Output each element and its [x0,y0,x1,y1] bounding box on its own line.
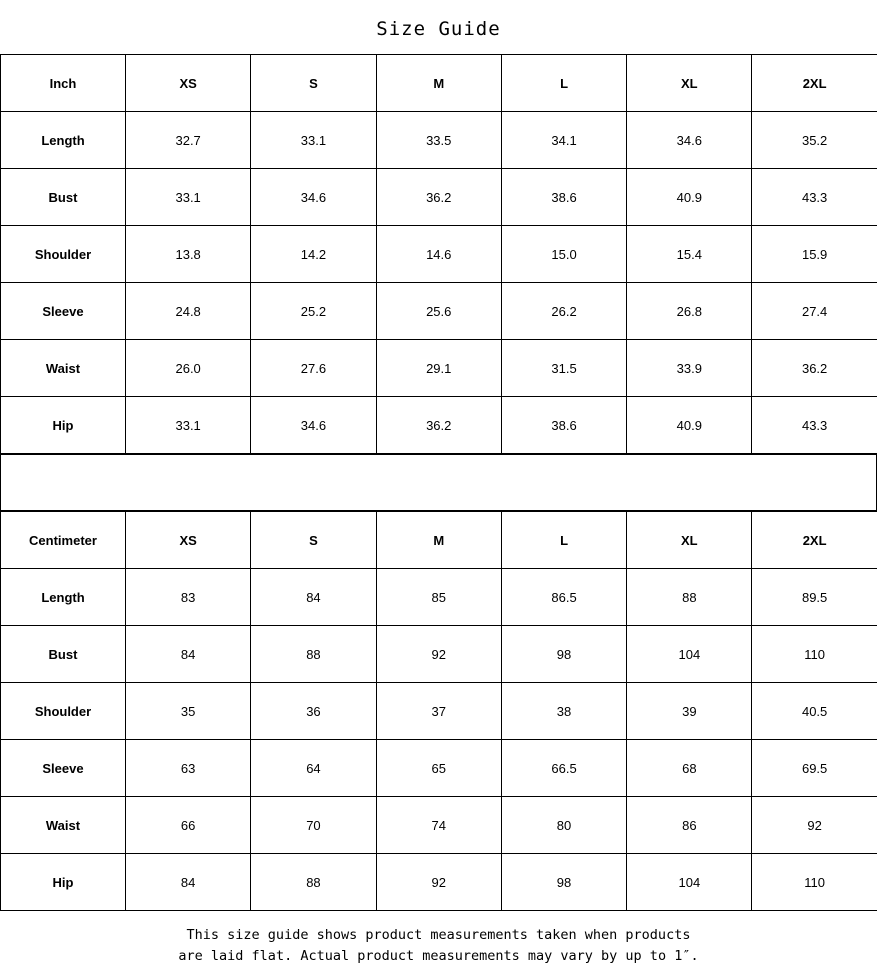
size-header-l: L [501,55,626,112]
table-row [1,683,877,740]
measure-label: Shoulder [1,683,126,740]
measure-label: Shoulder [1,226,126,283]
measure-value: 35 [126,683,251,740]
measure-value: 40.5 [752,683,877,740]
unit-label-inch: Inch [1,55,126,112]
measure-value: 40.9 [627,397,752,454]
footnote-line-1: This size guide shows product measurements taken when products [0,925,877,946]
measure-value: 84 [126,626,251,683]
measure-value: 33.1 [126,169,251,226]
measure-value: 26.2 [501,283,626,340]
measure-value: 33.5 [376,112,501,169]
size-table-centimeter [0,511,877,911]
measure-label: Length [1,569,126,626]
measure-value: 98 [501,626,626,683]
footnote-line-2: are laid flat. Actual product measurements may vary by up to 1″. [0,946,877,967]
measure-value: 14.2 [251,226,376,283]
measure-value: 110 [752,854,877,911]
measure-value: 27.6 [251,340,376,397]
measure-value: 39 [627,683,752,740]
measure-value: 34.6 [251,397,376,454]
size-header-xs: XS [126,55,251,112]
footnote [0,911,877,967]
size-header-2xl: 2XL [752,512,877,569]
measure-value: 85 [376,569,501,626]
measure-value: 66 [126,797,251,854]
measure-value: 43.3 [752,397,877,454]
measure-value: 15.4 [627,226,752,283]
measure-value: 83 [126,569,251,626]
size-header-s: S [251,512,376,569]
table-row [1,283,877,340]
table-row [1,569,877,626]
measure-value: 40.9 [627,169,752,226]
measure-value: 15.0 [501,226,626,283]
size-header-2xl: 2XL [752,55,877,112]
measure-value: 65 [376,740,501,797]
measure-label: Sleeve [1,740,126,797]
measure-value: 64 [251,740,376,797]
measure-value: 80 [501,797,626,854]
table-row [1,626,877,683]
measure-value: 35.2 [752,112,877,169]
size-header-xl: XL [627,512,752,569]
measure-value: 33.9 [627,340,752,397]
size-header-l: L [501,512,626,569]
measure-label: Bust [1,169,126,226]
table-separator [0,454,877,511]
measure-value: 43.3 [752,169,877,226]
measure-value: 104 [627,854,752,911]
measure-value: 36.2 [376,169,501,226]
size-header-xl: XL [627,55,752,112]
measure-value: 88 [251,854,376,911]
unit-label-centimeter: Centimeter [1,512,126,569]
table-row [1,397,877,454]
measure-value: 15.9 [752,226,877,283]
measure-value: 36.2 [752,340,877,397]
measure-value: 69.5 [752,740,877,797]
measure-value: 84 [126,854,251,911]
table-header-row [1,55,877,112]
measure-value: 36 [251,683,376,740]
measure-value: 104 [627,626,752,683]
measure-label: Sleeve [1,283,126,340]
measure-value: 34.6 [251,169,376,226]
table-row [1,854,877,911]
measure-value: 88 [627,569,752,626]
measure-value: 32.7 [126,112,251,169]
measure-value: 92 [376,854,501,911]
measure-value: 36.2 [376,397,501,454]
measure-label: Hip [1,397,126,454]
table-row [1,169,877,226]
measure-value: 14.6 [376,226,501,283]
measure-value: 74 [376,797,501,854]
measure-value: 24.8 [126,283,251,340]
measure-value: 25.2 [251,283,376,340]
measure-value: 38.6 [501,169,626,226]
table-row [1,797,877,854]
measure-value: 63 [126,740,251,797]
measure-value: 70 [251,797,376,854]
measure-value: 98 [501,854,626,911]
measure-label: Waist [1,797,126,854]
measure-value: 86.5 [501,569,626,626]
size-table-inch [0,54,877,454]
measure-value: 33.1 [126,397,251,454]
measure-value: 89.5 [752,569,877,626]
table-row [1,740,877,797]
measure-value: 29.1 [376,340,501,397]
table-row [1,112,877,169]
measure-value: 88 [251,626,376,683]
measure-value: 38.6 [501,397,626,454]
measure-value: 34.1 [501,112,626,169]
measure-value: 38 [501,683,626,740]
measure-value: 26.8 [627,283,752,340]
measure-label: Hip [1,854,126,911]
measure-value: 84 [251,569,376,626]
measure-value: 27.4 [752,283,877,340]
measure-value: 92 [376,626,501,683]
table-row [1,226,877,283]
measure-value: 33.1 [251,112,376,169]
page-title: Size Guide [0,0,877,54]
measure-value: 34.6 [627,112,752,169]
measure-value: 92 [752,797,877,854]
measure-label: Bust [1,626,126,683]
table-row [1,340,877,397]
measure-value: 68 [627,740,752,797]
table-header-row [1,512,877,569]
size-header-m: M [376,55,501,112]
measure-value: 31.5 [501,340,626,397]
size-header-s: S [251,55,376,112]
measure-value: 25.6 [376,283,501,340]
measure-value: 37 [376,683,501,740]
measure-value: 66.5 [501,740,626,797]
measure-value: 13.8 [126,226,251,283]
measure-label: Length [1,112,126,169]
measure-label: Waist [1,340,126,397]
measure-value: 26.0 [126,340,251,397]
size-header-m: M [376,512,501,569]
measure-value: 86 [627,797,752,854]
size-header-xs: XS [126,512,251,569]
measure-value: 110 [752,626,877,683]
